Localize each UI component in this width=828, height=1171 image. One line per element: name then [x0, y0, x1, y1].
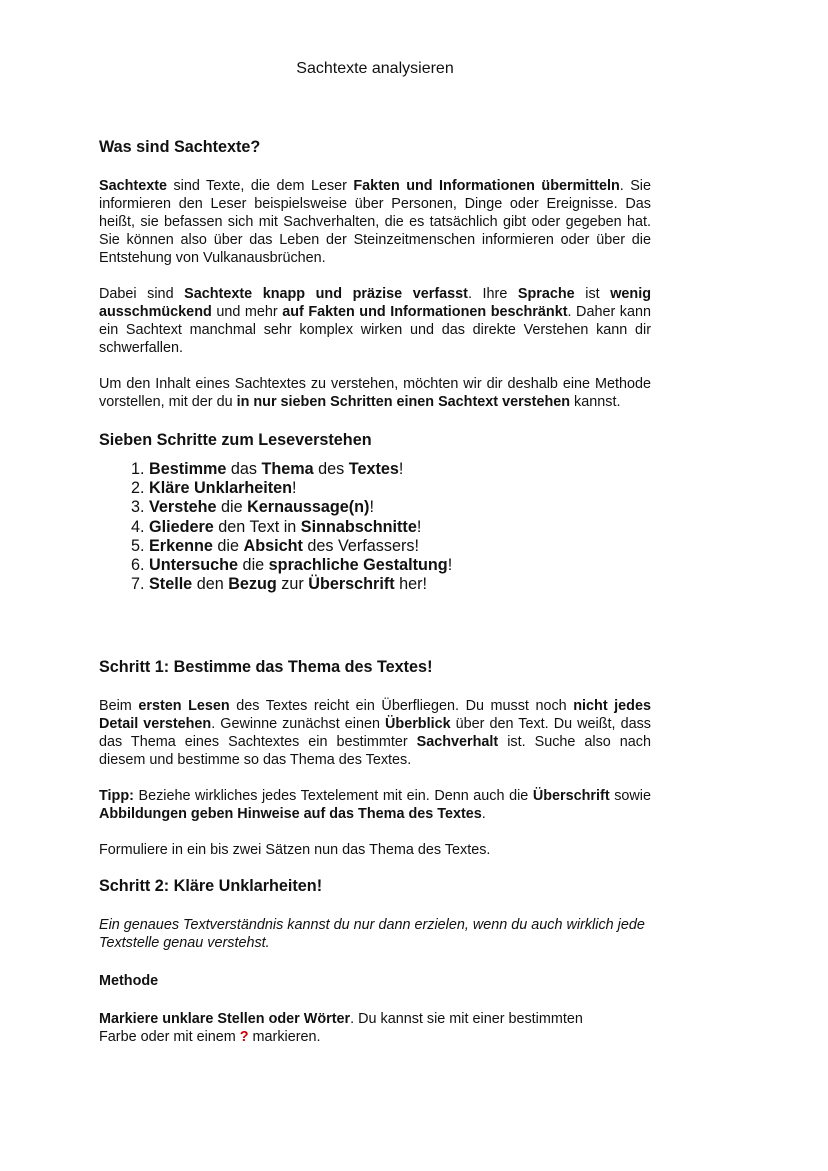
paragraph-style: Dabei sind Sachtexte knapp und präzise verfasst. Ihre Sprache ist wenig ausschmückend und mehr auf Fakten und Informationen beschränkt. Daher kann ein Sachtext manchmal sehr komplex wirken und das direkte Verstehen kann dir schwerfallen. — [99, 286, 651, 356]
list-item: 2. Kläre Unklarheiten! — [149, 479, 651, 498]
heading-schritt-2: Schritt 2: Kläre Unklarheiten! — [99, 877, 323, 896]
paragraph-methode: Markiere unklare Stellen oder Wörter. Du kannst sie mit einer bestimmten Farbe oder mit einem ? markieren. — [99, 1011, 583, 1046]
paragraph-formuliere: Formuliere in ein bis zwei Sätzen nun das Thema des Textes. — [99, 842, 491, 859]
steps-list — [99, 460, 651, 594]
question-mark-icon: ? — [239, 1029, 249, 1046]
paragraph-definition: Sachtexte sind Texte, die dem Leser Fakten und Informationen übermitteln. Sie informieren den Leser beispielsweise über Personen, Dinge oder Ereignisse. Das heißt, sie befassen sich mit Sachverhalten, die es tatsächlich gibt oder gegeben hat. Sie können also über das Leben der Steinzeitmenschen informieren oder über die Entstehung von Vulkanausbrüchen. — [99, 178, 652, 266]
method-heading: Methode — [99, 973, 159, 990]
list-item: 3. Verstehe die Kernaussage(n)! — [149, 498, 651, 517]
paragraph-schritt-1: Beim ersten Lesen des Textes reicht ein Überfliegen. Du musst noch nicht jedes Detail verstehen. Gewinne zunächst einen Überblick über den Text. Du weißt, dass das Thema eines Sachtextes ein bestimmter Sachverhalt ist. Suche also nach diesem und bestimme so das Thema des Textes. — [99, 698, 651, 769]
document-body — [99, 137, 651, 1046]
heading-schritt-1: Schritt 1: Bestimme das Thema des Textes! — [99, 658, 433, 677]
list-item: 4. Gliedere den Text in Sinnabschnitte! — [149, 518, 651, 537]
list-item: 7. Stelle den Bezug zur Überschrift her! — [149, 575, 651, 594]
paragraph-tipp: Tipp: Beziehe wirkliches jedes Textelement mit ein. Denn auch die Überschrift sowie Abbildungen geben Hinweise auf das Thema des Textes. — [99, 788, 651, 823]
page-header: Sachtexte analysieren — [296, 60, 454, 77]
heading-was-sind-sachtexte: Was sind Sachtexte? — [99, 138, 261, 156]
list-item: 1. Bestimme das Thema des Textes! — [149, 460, 651, 479]
paragraph-method-intro: Um den Inhalt eines Sachtextes zu verstehen, möchten wir dir deshalb eine Methode vorstellen, mit der du in nur sieben Schritten einen Sachtext verstehen kannst. — [99, 376, 651, 410]
heading-sieben-schritte: Sieben Schritte zum Leseverstehen — [99, 431, 372, 449]
list-item: 6. Untersuche die sprachliche Gestaltung! — [149, 556, 651, 575]
list-item: 5. Erkenne die Absicht des Verfassers! — [149, 537, 651, 556]
paragraph-schritt-2-intro: Ein genaues Textverständnis kannst du nur dann erzielen, wenn du auch wirklich jede Textstelle genau verstehst. — [99, 917, 645, 952]
